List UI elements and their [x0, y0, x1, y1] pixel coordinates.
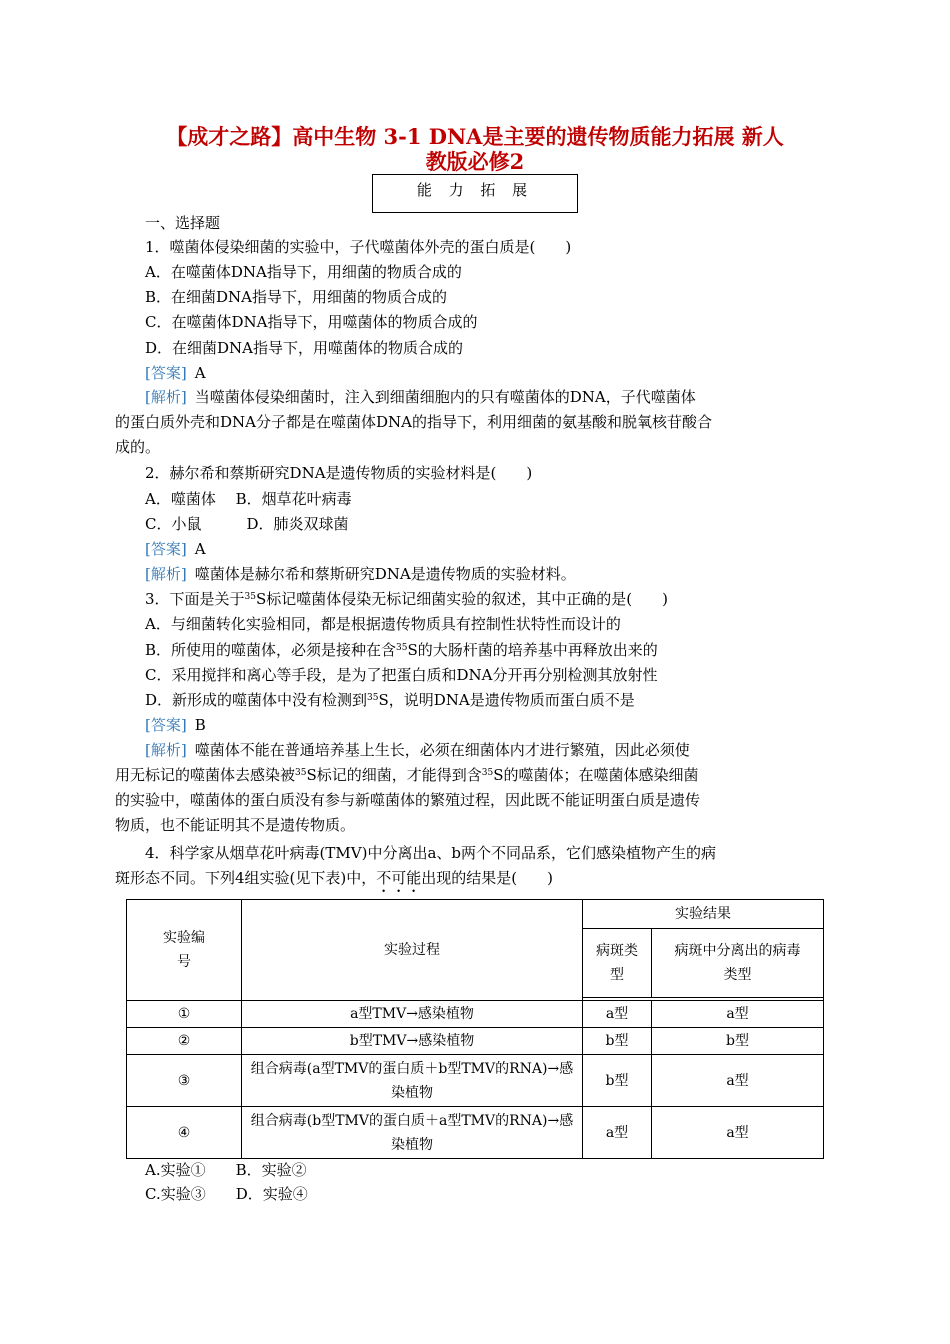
title-line-1: 【成才之路】高中生物 3-1 DNA是主要的遗传物质能力拓展 新人	[166, 124, 784, 149]
header-no: 实验编号	[127, 900, 242, 1001]
q1-analysis	[115, 385, 805, 460]
analysis-text: 噬菌体是赫尔希和蔡斯研究DNA是遗传物质的实验材料。	[194, 565, 576, 583]
q2-options-row-1: A．噬菌体 B．烟草花叶病毒	[145, 490, 352, 508]
answer-tag: [答案]	[145, 540, 187, 558]
q1-option-a: A．在噬菌体DNA指导下，用细菌的物质合成的	[145, 263, 462, 281]
emphasis-text: 不可能	[376, 869, 422, 887]
answer-value: B	[194, 716, 206, 734]
q2-stem: 2．赫尔希和蔡斯研究DNA是遗传物质的实验材料是( )	[145, 464, 533, 482]
analysis-tag: [解析]	[145, 388, 187, 406]
table-row: ④ 组合病毒(b型TMV的蛋白质＋a型TMV的RNA)→感染植物 a型 a型	[127, 1107, 824, 1159]
table-row: ① a型TMV→感染植物 a型 a型	[127, 1001, 824, 1028]
header-lesion-type: 病斑类型	[583, 929, 652, 998]
header-process: 实验过程	[242, 900, 583, 1001]
answer-value: A	[194, 540, 206, 558]
q1-stem: 1．噬菌体侵染细菌的实验中，子代噬菌体外壳的蛋白质是( )	[145, 238, 572, 256]
answer-tag: [答案]	[145, 716, 187, 734]
experiment-table	[126, 899, 824, 1159]
q3-analysis: [解析] 噬菌体不能在普通培养基上生长，必须在细菌体内才进行繁殖，因此必须使 用无标记的噬菌体去感染被$^{35}$S标记的细菌，才能得到含$^{35}$S的噬菌体；在噬菌体感染细菌 的实验中，噬菌体的蛋白质没有参与新噬菌体的繁殖过程，因此既不能证明蛋白质是遗传 物质，也不能证明其不是遗传物质。	[115, 741, 701, 834]
header-result: 实验结果	[583, 900, 824, 929]
q1-answer	[145, 363, 830, 383]
q4-stem: 4．科学家从烟草花叶病毒(TMV)中分离出a、b两个不同品系，它们感染植物产生的病 斑形态不同。下列4组实验(见下表)中，不可能出现的结果是( )	[115, 844, 716, 887]
q1-option-d: D．在细菌DNA指导下，用噬菌体的物质合成的	[145, 339, 464, 357]
q2-options-row-2: C．小鼠 D．肺炎双球菌	[145, 515, 349, 533]
section-box: 能 力 拓 展	[372, 174, 578, 213]
q4-options-row-1: A.实验① B．实验②	[145, 1161, 307, 1179]
q1-option-c: C．在噬菌体DNA指导下，用噬菌体的物质合成的	[145, 313, 478, 331]
analysis-tag: [解析]	[145, 565, 187, 583]
q3-stem: 3．下面是关于$^{35}$S标记噬菌体侵染无标记细菌实验的叙述，其中正确的是( )	[145, 590, 668, 608]
q1-option-b: B．在细菌DNA指导下，用细菌的物质合成的	[145, 288, 448, 306]
analysis-text: 的蛋白质外壳和DNA分子都是在噬菌体DNA的指导下，利用细菌的氨基酸和脱氧核苷酸合	[115, 413, 712, 431]
title-line-2: 教版必修2	[425, 149, 525, 174]
q3-option-b: B．所使用的噬菌体，必须是接种在含$^{35}$S的大肠杆菌的培养基中再释放出来的	[145, 641, 658, 659]
q3-answer	[145, 715, 830, 735]
answer-tag: [答案]	[145, 364, 187, 382]
table-row: ② b型TMV→感染植物 b型 b型	[127, 1028, 824, 1055]
section-heading: 一、选择题	[145, 214, 221, 232]
q3-option-a: A．与细菌转化实验相同，都是根据遗传物质具有控制性状特性而设计的	[145, 615, 621, 633]
q2-answer	[145, 539, 830, 559]
analysis-tag: [解析]	[145, 741, 187, 759]
q4-options-row-2: C.实验③ D．实验④	[145, 1185, 308, 1203]
q3-option-c: C．采用搅拌和离心等手段，是为了把蛋白质和DNA分开再分别检测其放射性	[145, 666, 658, 684]
header-virus-type: 病斑中分离出的病毒类型	[652, 929, 824, 998]
table-row: ③ 组合病毒(a型TMV的蛋白质＋b型TMV的RNA)→感染植物 b型 a型	[127, 1055, 824, 1107]
analysis-text: 当噬菌体侵染细菌时，注入到细菌细胞内的只有噬菌体的DNA，子代噬菌体	[194, 388, 696, 406]
q3-option-d: D．新形成的噬菌体中没有检测到$^{35}$S，说明DNA是遗传物质而蛋白质不是	[145, 691, 635, 709]
q2-analysis	[145, 564, 830, 584]
analysis-text: 成的。	[115, 438, 161, 456]
answer-value: A	[194, 364, 206, 382]
